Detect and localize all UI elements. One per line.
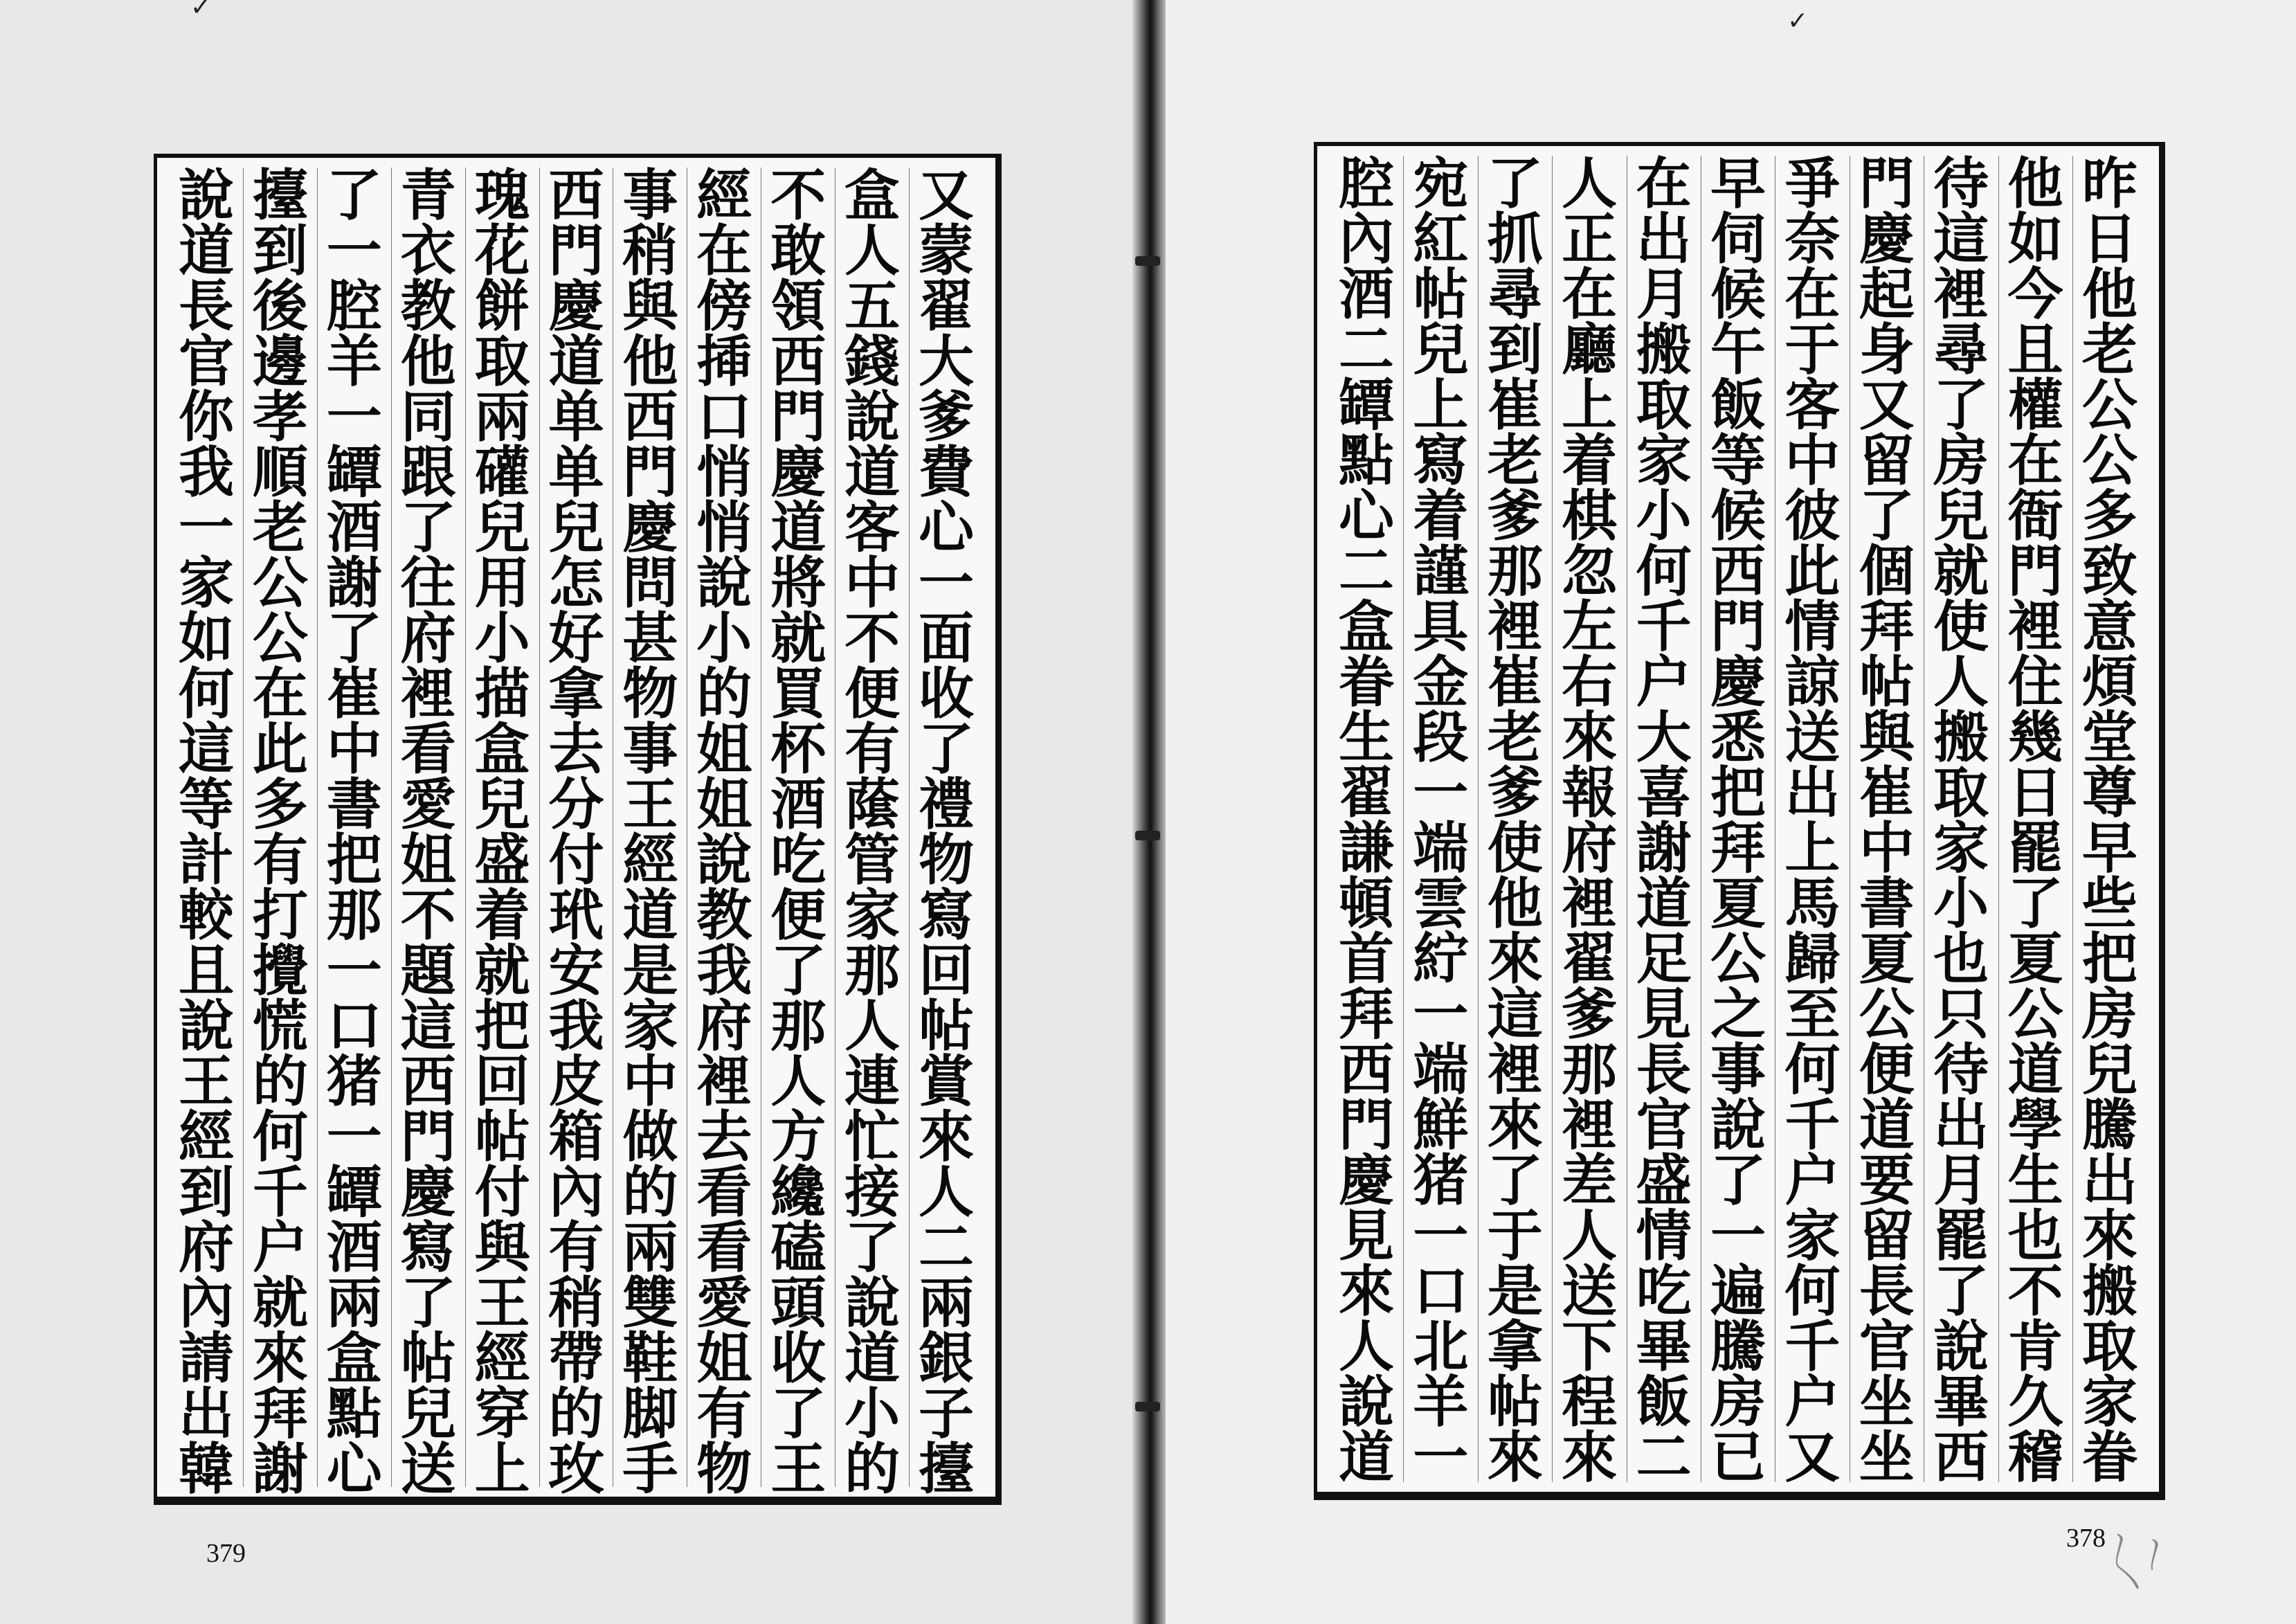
left-text-frame — [154, 154, 1002, 1505]
left-text-column: 事 稍 與 他 西 門 慶 問 甚 物 事 王 經 道 是 家 中 做 的 兩 雙 鞋 脚 手 — [613, 168, 687, 1487]
left-text-column: 又 蒙 翟 大 爹 費 心 一 面 收 了 禮 物 寫 回 帖 賞 來 人 二 兩 銀 子 擡 — [909, 168, 983, 1487]
left-text-column: 盒 人 五 錢 說 道 客 中 不 便 有 䕃 管 家 那 人 連 忙 接 了 說 道 小 的 — [835, 168, 909, 1487]
left-text-column: 瑰 花 餅 取 兩 礶 兒 用 小 描 盒 兒 盛 着 就 把 回 帖 付 與 王 經 穿 上 — [465, 168, 539, 1487]
book-gutter — [1132, 0, 1166, 1624]
left-page — [0, 0, 1141, 1624]
left-text-column: 說 道 長 官 你 我 一 家 如 何 這 等 計 較 且 說 王 經 到 府 內 請 出 韓 — [178, 163, 234, 1501]
left-page-number: 379 — [206, 1539, 246, 1568]
binding-stitch — [1135, 831, 1160, 840]
left-text-column: 了 一 腔 羊 一 罈 酒 謝 了 崔 中 書 把 那 一 口 猪 一 罈 酒 兩 盒 點 心 — [317, 168, 391, 1487]
right-text-column: 早 伺 候 午 飯 等 候 西 門 慶 悉 把 拜 夏 公 之 事 說 了 一 遍 騰 房 已 — [1701, 156, 1775, 1482]
left-text-column: 經 在 傍 揷 口 悄 悄 說 小 的 姐 姐 說 教 我 府 裡 去 看 看 愛 姐 有 物 — [687, 168, 761, 1487]
right-text-column: 門 慶 起 身 又 留 了 個 拜 帖 與 崔 中 書 夏 公 便 道 要 留 長 官 坐 坐 — [1850, 156, 1924, 1482]
left-text-column: 青 衣 教 他 同 跟 了 往 府 裡 看 愛 姐 不 題 這 西 門 慶 寫 了 帖 兒 送 — [391, 168, 465, 1487]
check-mark-icon: ✓ — [190, 0, 212, 21]
right-page-number: 378 — [2066, 1524, 2106, 1553]
right-text-column: 待 這 裡 尋 了 房 兒 就 使 人 搬 取 家 小 也 只 待 出 月 罷 了 說 畢 西 — [1924, 156, 1998, 1482]
pencil-scribble-icon: 〳〵〳 — [2104, 1530, 2177, 1586]
check-mark-icon: ✓ — [1787, 7, 1809, 35]
binding-stitch — [1135, 1402, 1160, 1411]
right-text-column: 宛 紅 帖 兒 上 寫 着 謹 具 金 段 一 端 雲 紵 一 端 鮮 猪 一 口 北 羊 一 — [1403, 156, 1477, 1482]
left-text-column: 西 門 慶 道 单 单 兒 怎 好 拿 去 分 付 玳 安 我 皮 箱 內 有 稍 帶 的 玫 — [539, 168, 613, 1487]
right-text-column: 爭 奈 在 于 客 中 彼 此 情 諒 送 出 上 馬 歸 至 何 千 户 家 何 千 户 又 — [1775, 156, 1849, 1482]
right-text-column: 昨 日 他 老 公 公 多 致 意 煩 堂 尊 早 些 把 房 兒 騰 出 來 搬 取 家 眷 — [2072, 156, 2146, 1482]
left-text-column: 不 敢 領 西 門 慶 道 將 就 買 杯 酒 吃 便 了 那 人 方 纔 磕 頭 收 了 王 — [761, 168, 835, 1487]
binding-stitch — [1135, 256, 1160, 266]
right-text-column: 他 如 今 且 權 在 衙 門 裡 住 幾 日 罷 了 夏 公 道 學 生 也 不 肯 久 稽 — [1998, 156, 2072, 1482]
right-text-column: 腔 內 酒 二 罈 點 心 二 盒 眷 生 翟 謙 頓 首 拜 西 門 慶 見 來 人 說 道 — [1339, 151, 1394, 1490]
left-text-columns — [170, 163, 983, 1501]
right-text-column: 在 出 月 搬 取 家 小 何 千 户 大 喜 謝 道 足 見 長 官 盛 情 吃 畢 飯 二 — [1627, 156, 1701, 1482]
right-text-column: 了 抓 尋 到 崔 老 爹 那 裡 崔 老 爹 使 他 來 這 裡 來 了 于 是 拿 帖 來 — [1478, 156, 1552, 1482]
right-text-frame — [1314, 142, 2165, 1500]
right-text-column: 人 正 在 廳 上 着 棋 忽 左 右 來 報 府 裡 翟 爹 那 裡 差 人 送 下 程 來 — [1552, 156, 1626, 1482]
right-text-columns — [1330, 151, 2146, 1490]
left-text-column: 擡 到 後 邊 孝 順 老 公 公 在 此 多 有 打 攪 慌 的 何 千 户 就 來 拜 謝 — [243, 168, 317, 1487]
